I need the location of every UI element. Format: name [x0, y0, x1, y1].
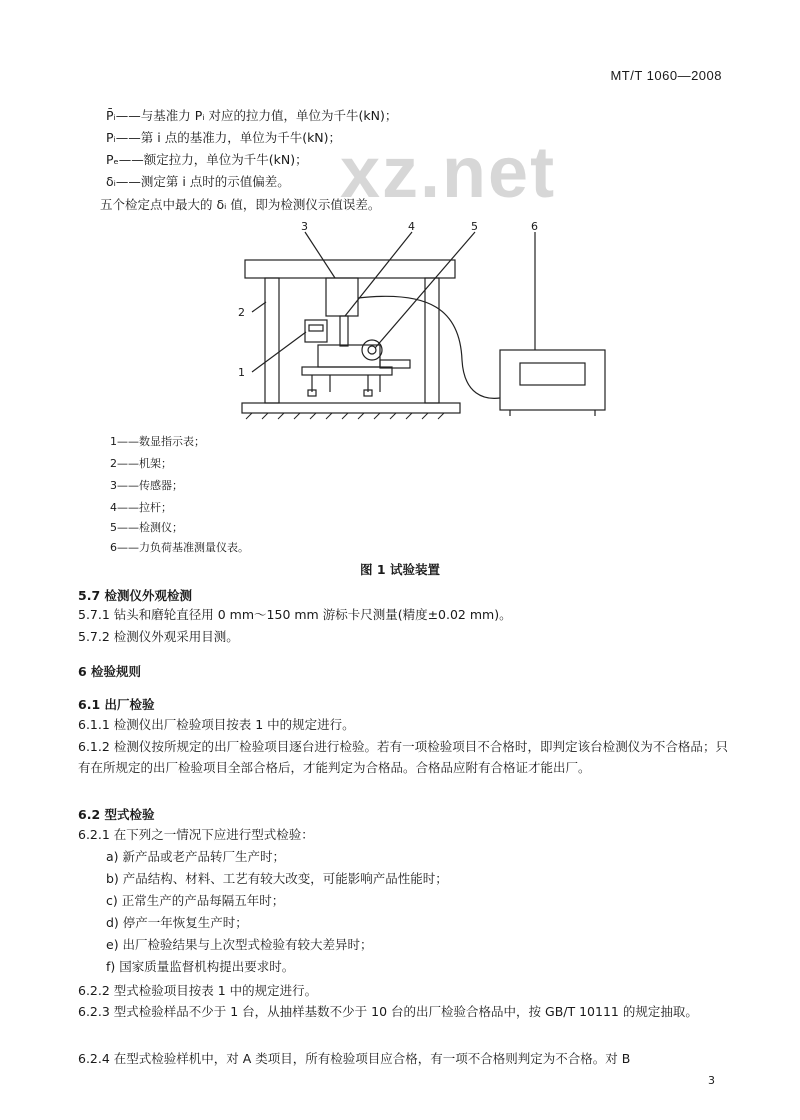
callout-5: 5 [471, 220, 478, 233]
legend-item: 4——拉杆； [110, 501, 172, 514]
list-item: b) 产品结构、材料、工艺有较大改变，可能影响产品性能时； [106, 871, 448, 886]
symbol-delta: δᵢ——测定第 i 点时的示值偏差。 [106, 174, 290, 189]
list-item: e) 出厂检验结果与上次型式检验有较大差异时； [106, 937, 373, 952]
section-5-7-title: 5.7 检测仪外观检测 [78, 588, 192, 603]
callout-4: 4 [408, 220, 415, 233]
test-apparatus-figure [230, 220, 630, 439]
list-item: d) 停产一年恢复生产时； [106, 915, 248, 930]
legend-item: 1——数显指示表； [110, 435, 205, 448]
section-6-1-title: 6.1 出厂检验 [78, 697, 155, 712]
paragraph-6-1-2: 6.1.2 检测仪按所规定的出厂检验项目逐台进行检验。若有一项检验项目不合格时，即判定该台检测仪为不合格品；只有在所规定的出厂检验项目全部合格后，才能判定为合格品。合格品应附有合格证才能出厂。 [78, 739, 728, 775]
symbol-tail-text: 五个检定点中最大的 δᵢ 值，即为检测仪示值误差。 [100, 197, 381, 212]
section-6-2-title: 6.2 型式检验 [78, 807, 155, 822]
page-number: 3 [708, 1074, 715, 1087]
paragraph-6-2-4: 6.2.4 在型式检验样机中，对 A 类项目，所有检验项目应合格，有一项不合格则判定为不合格。对 B [78, 1051, 631, 1066]
legend-item: 3——传感器； [110, 479, 183, 492]
callout-1: 1 [238, 366, 245, 379]
symbol-p-i: Pᵢ——第 i 点的基准力，单位为千牛(kN)； [106, 130, 342, 145]
callout-2: 2 [238, 306, 245, 319]
callout-3: 3 [301, 220, 308, 233]
paragraph-5-7-2: 5.7.2 检测仪外观采用目测。 [78, 629, 239, 644]
legend-item: 2——机架； [110, 457, 172, 470]
paragraph-5-7-1: 5.7.1 钻头和磨轮直径用 0 mm～150 mm 游标卡尺测量(精度±0.02 mm)。 [78, 607, 512, 622]
standard-header: MT/T 1060—2008 [610, 68, 722, 83]
watermark: xz.net [340, 133, 557, 213]
paragraph-6-2-1: 6.2.1 在下列之一情况下应进行型式检验： [78, 827, 314, 842]
list-item: f) 国家质量监督机构提出要求时。 [106, 959, 295, 974]
section-6-title: 6 检验规则 [78, 664, 142, 679]
figure-caption: 图 1 试验装置 [360, 562, 440, 577]
apparatus-diagram [230, 220, 630, 435]
callout-6: 6 [531, 220, 538, 233]
paragraph-6-2-3: 6.2.3 型式检验样品不少于 1 台，从抽样基数不少于 10 台的出厂检验合格品中，按 GB/T 10111 的规定抽取。 [78, 1004, 698, 1019]
legend-item: 6——力负荷基准测量仪表。 [110, 541, 249, 554]
list-item: a) 新产品或老产品转厂生产时； [106, 849, 286, 864]
paragraph-6-1-1: 6.1.1 检测仪出厂检验项目按表 1 中的规定进行。 [78, 717, 355, 732]
symbol-p-bar: P̄ᵢ——与基准力 Pᵢ 对应的拉力值，单位为千牛(kN)； [106, 108, 398, 123]
legend-item: 5——检测仪； [110, 521, 183, 534]
list-item: c) 正常生产的产品每隔五年时； [106, 893, 285, 908]
paragraph-6-2-2: 6.2.2 型式检验项目按表 1 中的规定进行。 [78, 983, 318, 998]
symbol-p-e: Pₑ——额定拉力，单位为千牛(kN)； [106, 152, 308, 167]
